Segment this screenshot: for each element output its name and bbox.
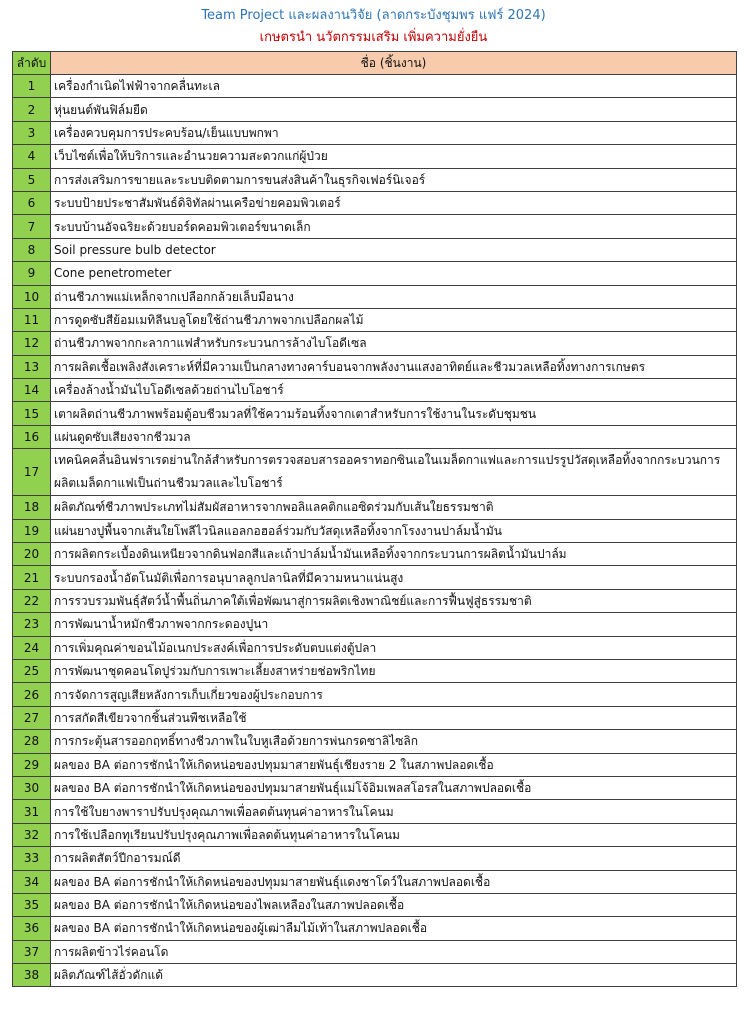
table-row: [13, 917, 737, 940]
row-number: 24: [13, 636, 51, 659]
row-project-name: การกระตุ้นสารออกฤทธิ์ทางชีวภาพในใบหูเสือด้วยการพ่นกรดซาลิไซลิก: [51, 730, 737, 753]
row-project-name: การส่งเสริมการขายและระบบติดตามการขนส่งสินค้าในธุรกิจเฟอร์นิเจอร์: [51, 168, 737, 191]
row-project-name: แผ่นยางปูพื้นจากเส้นใยโพลีไวนิลแอลกอฮอล์ร่วมกับวัสดุเหลือทิ้งจากโรงงานปาล์มน้ำมัน: [51, 519, 737, 542]
row-project-name: การผลิตเชื้อเพลิงสังเคราะห์ที่มีความเป็นกลางทางคาร์บอนจากพลังงานแสงอาทิตย์และชีวมวลเหลือทิ้งทางการเกษตร: [51, 355, 737, 378]
row-number: 21: [13, 566, 51, 589]
table-row: [13, 706, 737, 729]
row-number: 3: [13, 121, 51, 144]
row-number: 20: [13, 543, 51, 566]
row-number: 38: [13, 964, 51, 987]
table-row: [13, 566, 737, 589]
table-row: [13, 776, 737, 799]
row-number: 30: [13, 776, 51, 799]
row-project-name: การพัฒนาน้ำหมักชีวภาพจากกระดองปูนา: [51, 613, 737, 636]
row-project-name: ผลของ BA ต่อการชักนำให้เกิดหน่อของไพลเหลืองในสภาพปลอดเชื้อ: [51, 893, 737, 916]
row-number: 7: [13, 215, 51, 238]
row-project-name: Cone penetrometer: [51, 262, 737, 285]
row-number: 22: [13, 589, 51, 612]
row-project-name: เครื่องล้างน้ำมันไบโอดีเซลด้วยถ่านไบโอชาร์: [51, 379, 737, 402]
table-row: [13, 636, 737, 659]
row-number: 8: [13, 238, 51, 261]
row-number: 27: [13, 706, 51, 729]
row-project-name: การสกัดสีเขียวจากชิ้นส่วนพืชเหลือใช้: [51, 706, 737, 729]
row-number: 1: [13, 75, 51, 98]
table-row: [13, 870, 737, 893]
row-number: 29: [13, 753, 51, 776]
row-project-name: การเพิ่มคุณค่าขอนไม้อเนกประสงค์เพื่อการประดับตบแต่งตู้ปลา: [51, 636, 737, 659]
row-number: 12: [13, 332, 51, 355]
table-row: [13, 823, 737, 846]
row-number: 14: [13, 379, 51, 402]
row-number: 37: [13, 940, 51, 963]
table-row: [13, 145, 737, 168]
table-row: [13, 519, 737, 542]
row-number: 11: [13, 308, 51, 331]
row-number: 31: [13, 800, 51, 823]
column-header-name: ชื่อ (ชิ้นงาน): [51, 52, 737, 75]
row-project-name: แผ่นดูดซับเสียงจากชีวมวล: [51, 425, 737, 448]
table-row: [13, 940, 737, 963]
table-row: [13, 238, 737, 261]
table-row: [13, 425, 737, 448]
row-project-name: ระบบบ้านอัจฉริยะด้วยบอร์ดคอมพิวเตอร์ขนาดเล็ก: [51, 215, 737, 238]
table-row: [13, 355, 737, 378]
row-project-name: ถ่านชีวภาพจากกะลากาแฟสำหรับกระบวนการล้างไบโอดีเซล: [51, 332, 737, 355]
table-row: [13, 262, 737, 285]
row-number: 4: [13, 145, 51, 168]
table-row: [13, 847, 737, 870]
row-number: 6: [13, 191, 51, 214]
row-number: 25: [13, 659, 51, 682]
row-number: 2: [13, 98, 51, 121]
table-row: [13, 285, 737, 308]
table-row: [13, 683, 737, 706]
row-project-name: การผลิตสัตว์ปีกอารมณ์ดี: [51, 847, 737, 870]
row-project-name: ผลิตภัณฑ์ชีวภาพประเภทไม่สัมผัสอาหารจากพอลิแลคติกแอซิดร่วมกับเส้นใยธรรมชาติ: [51, 496, 737, 519]
row-project-name: เครื่องกำเนิดไฟฟ้าจากคลื่นทะเล: [51, 75, 737, 98]
table-row: [13, 75, 737, 98]
row-number: 17: [13, 449, 51, 496]
table-row: [13, 496, 737, 519]
table-row: [13, 753, 737, 776]
row-project-name: เตาผลิตถ่านชีวภาพพร้อมตู้อบชีวมวลที่ใช้ความร้อนทิ้งจากเตาสำหรับการใช้งานในระดับชุมชน: [51, 402, 737, 425]
row-project-name: การใช้เปลือกทุเรียนปรับปรุงคุณภาพเพื่อลดต้นทุนค่าอาหารในโคนม: [51, 823, 737, 846]
row-number: 23: [13, 613, 51, 636]
row-number: 36: [13, 917, 51, 940]
row-number: 15: [13, 402, 51, 425]
table-header-row: [13, 52, 737, 75]
row-project-name: ผลของ BA ต่อการชักนำให้เกิดหน่อของผู้เฒ่าลืมไม้เท้าในสภาพปลอดเชื้อ: [51, 917, 737, 940]
row-number: 16: [13, 425, 51, 448]
row-number: 9: [13, 262, 51, 285]
table-row: [13, 800, 737, 823]
column-header-number: ลำดับ: [13, 52, 51, 75]
row-number: 10: [13, 285, 51, 308]
row-project-name: เว็บไซต์เพื่อให้บริการและอำนวยความสะดวกแก่ผู้ป่วย: [51, 145, 737, 168]
table-row: [13, 98, 737, 121]
row-project-name: ถ่านชีวภาพแม่เหล็กจากเปลือกกล้วยเล็บมือนาง: [51, 285, 737, 308]
row-number: 26: [13, 683, 51, 706]
table-row: [13, 893, 737, 916]
row-number: 34: [13, 870, 51, 893]
row-project-name: การผลิตข้าวไร่คอนโด: [51, 940, 737, 963]
row-project-name: การจัดการสูญเสียหลังการเก็บเกี่ยวของผู้ประกอบการ: [51, 683, 737, 706]
table-row: [13, 659, 737, 682]
row-project-name: เทคนิคคลื่นอินฟราเรดย่านใกล้สำหรับการตรวจสอบสารออคราทอกซินเอในเมล็ดกาแฟและการแปรรูปวัสดุเหลือทิ้งจากกระบวนการผลิตเมล็ดกาแฟเป็นถ่านชีวมวลและไบโอชาร์: [51, 449, 737, 496]
table-row: [13, 543, 737, 566]
document-title: Team Project และผลงานวิจัย (ลาดกระบังชุมพร แฟร์ 2024): [201, 8, 546, 23]
table-row: [13, 589, 737, 612]
table-row: [13, 402, 737, 425]
table-row: [13, 730, 737, 753]
row-number: 19: [13, 519, 51, 542]
row-project-name: ผลของ BA ต่อการชักนำให้เกิดหน่อของปทุมมาสายพันธุ์เชียงราย 2 ในสภาพปลอดเชื้อ: [51, 753, 737, 776]
row-project-name: ผลของ BA ต่อการชักนำให้เกิดหน่อของปทุมมาสายพันธุ์แดงชาโดว์ในสภาพปลอดเชื้อ: [51, 870, 737, 893]
row-number: 33: [13, 847, 51, 870]
row-number: 18: [13, 496, 51, 519]
row-number: 35: [13, 893, 51, 916]
row-project-name: การพัฒนาชุดคอนโดปูร่วมกับการเพาะเลี้ยงสาหร่ายช่อพริกไทย: [51, 659, 737, 682]
row-project-name: ระบบกรองน้ำอัตโนมัติเพื่อการอนุบาลลูกปลานิลที่มีความหนาแน่นสูง: [51, 566, 737, 589]
table-row: [13, 964, 737, 987]
row-number: 13: [13, 355, 51, 378]
row-project-name: การรวบรวมพันธุ์สัตว์น้ำพื้นถิ่นภาคใต้เพื่อพัฒนาสู่การผลิตเชิงพาณิชย์และการฟื้นฟูสู่ธรรมชาติ: [51, 589, 737, 612]
row-project-name: การดูดซับสีย้อมเมทิลีนบลูโดยใช้ถ่านชีวภาพจากเปลือกผลไม้: [51, 308, 737, 331]
row-project-name: การใช้ใบยางพาราปรับปรุงคุณภาพเพื่อลดต้นทุนค่าอาหารในโคนม: [51, 800, 737, 823]
row-project-name: ผลิตภัณฑ์ไส้อั่วดักแด้: [51, 964, 737, 987]
row-project-name: การผลิตกระเบื้องดินเหนียวจากดินฟอกสีและเถ้าปาล์มน้ำมันเหลือทิ้งจากกระบวนการผลิตน้ำมันปาล์ม: [51, 543, 737, 566]
table-row: [13, 215, 737, 238]
row-number: 32: [13, 823, 51, 846]
row-number: 28: [13, 730, 51, 753]
table-row: [13, 121, 737, 144]
row-number: 5: [13, 168, 51, 191]
table-row: [13, 613, 737, 636]
row-project-name: ผลของ BA ต่อการชักนำให้เกิดหน่อของปทุมมาสายพันธุ์แม่โจ้อิมเพลสโอรสในสภาพปลอดเชื้อ: [51, 776, 737, 799]
row-project-name: Soil pressure bulb detector: [51, 238, 737, 261]
projects-table: [12, 51, 737, 987]
table-row: [13, 308, 737, 331]
document-subtitle: เกษตรนำ นวัตกรรมเสริม เพิ่มความยั่งยืน: [259, 30, 488, 45]
table-body: [13, 75, 737, 987]
table-row: [13, 332, 737, 355]
row-project-name: หุ่นยนต์พันฟิล์มยืด: [51, 98, 737, 121]
table-row: [13, 191, 737, 214]
table-row: [13, 379, 737, 402]
table-row: [13, 449, 737, 496]
row-project-name: ระบบป้ายประชาสัมพันธ์ดิจิทัลผ่านเครือข่ายคอมพิวเตอร์: [51, 191, 737, 214]
row-project-name: เครื่องควบคุมการประคบร้อน/เย็นแบบพกพา: [51, 121, 737, 144]
table-row: [13, 168, 737, 191]
